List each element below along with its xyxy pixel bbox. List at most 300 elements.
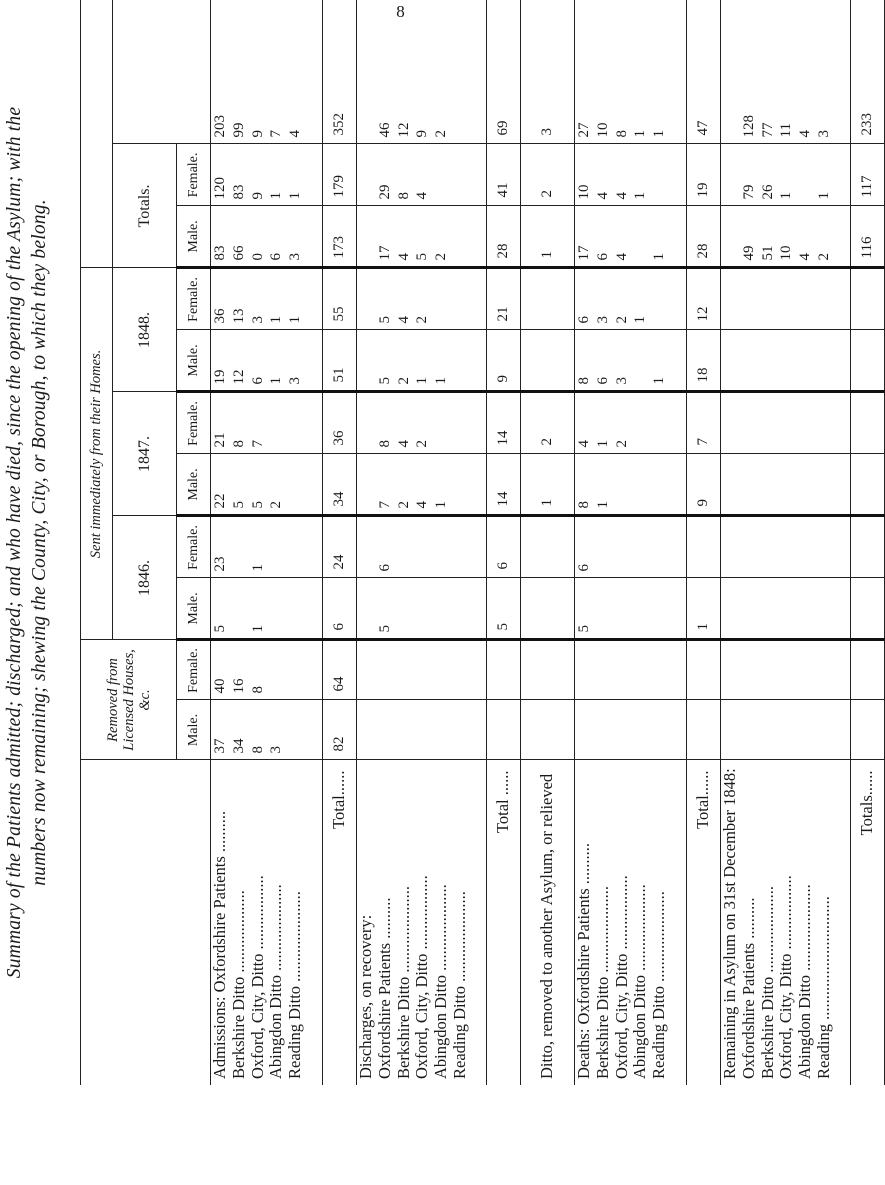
cell-value: 1	[594, 439, 611, 448]
cell-value	[267, 517, 286, 571]
cell-value: 13	[230, 308, 247, 324]
cell-value: 4	[414, 191, 431, 200]
cell-value: 36	[331, 430, 348, 446]
cell-value: 2	[414, 315, 431, 324]
cell-value	[631, 578, 650, 632]
cell-value: 2	[395, 376, 412, 385]
section-row-deaths-total	[687, 0, 721, 1085]
cell-value	[451, 330, 470, 384]
cell-f1847	[487, 392, 521, 454]
cell-value: 1	[249, 563, 266, 572]
row-label: Berkshire Ditto ....................	[228, 890, 248, 1079]
cell-value: 7	[695, 437, 712, 446]
row-label: Total......	[693, 770, 713, 829]
cell-value	[376, 701, 395, 754]
cell-value	[740, 330, 759, 384]
totals-blank-top	[81, 0, 113, 268]
row-label: Reading Ditto ......................	[285, 891, 305, 1079]
cell-value	[594, 641, 613, 693]
cell-value	[538, 701, 557, 752]
cell-value: 1	[594, 500, 611, 509]
row-label: Ditto, removed to another Asylum, or relieved	[537, 773, 557, 1079]
cell-value: 4	[395, 315, 412, 324]
cell-value: 10	[576, 184, 592, 200]
tot-female-header: Female.	[177, 144, 211, 206]
cell-value	[721, 517, 740, 571]
table-caption	[2, 0, 52, 1085]
cell-tot-female	[721, 144, 851, 206]
f1846-header: Female.	[177, 516, 211, 578]
cell-value: 9	[249, 191, 266, 200]
cell-value	[357, 578, 376, 632]
cell-value	[395, 641, 414, 693]
cell-value	[631, 393, 650, 447]
cell-value	[538, 330, 557, 382]
section-row-remaining-total	[851, 0, 885, 1085]
cell-total	[211, 0, 323, 144]
cell-value	[759, 578, 778, 632]
cell-value	[494, 641, 513, 691]
cell-value	[376, 641, 395, 693]
cell-f1848	[687, 268, 721, 330]
cell-value	[395, 517, 414, 571]
cell-value	[357, 454, 376, 508]
row-label: Oxford, City, Ditto ..................	[611, 875, 631, 1079]
row-label-cell	[211, 760, 323, 1085]
row-label-cell	[575, 760, 687, 1085]
cell-value	[796, 517, 815, 571]
cell-value: 64	[331, 676, 348, 692]
cell-value: 1	[695, 622, 712, 631]
cell-rem-female	[357, 640, 487, 700]
cell-value	[694, 701, 713, 752]
cell-value	[777, 578, 796, 632]
cell-value: 5	[230, 500, 247, 509]
cell-tot-female	[487, 144, 521, 206]
cell-value: 1	[287, 315, 304, 324]
cell-tot-male	[851, 206, 885, 268]
cell-value: 16	[230, 678, 247, 694]
cell-value: 55	[331, 306, 348, 322]
cell-value: 2	[539, 437, 556, 446]
cell-f1848	[357, 268, 487, 330]
cell-value	[432, 144, 451, 199]
cell-value: 7	[249, 439, 266, 448]
cell-value	[594, 701, 613, 754]
cell-value: 9	[414, 129, 431, 138]
cell-value: 1	[268, 376, 285, 385]
cell-rem-male	[357, 700, 487, 760]
cell-value: 7	[376, 500, 393, 509]
cell-value	[432, 578, 451, 632]
cell-f1846	[851, 516, 885, 578]
cell-m1846	[487, 578, 521, 640]
cell-m1847	[211, 454, 323, 516]
cell-value	[777, 269, 796, 323]
cell-m1847	[521, 454, 575, 516]
cell-rem-male	[487, 700, 521, 760]
cell-value: 3	[287, 252, 304, 261]
cell-value	[395, 578, 414, 632]
cell-value: 1	[268, 191, 285, 200]
cell-value: 21	[212, 432, 228, 448]
cell-f1848	[575, 268, 687, 330]
cell-value: 1	[815, 191, 832, 200]
cell-value: 46	[376, 122, 393, 138]
cell-value: 51	[331, 367, 348, 383]
cell-rem-male	[575, 700, 687, 760]
cell-value	[451, 701, 470, 754]
cell-value	[721, 641, 740, 693]
cell-value	[432, 393, 451, 447]
cell-value: 3	[268, 746, 285, 754]
cell-value: 83	[212, 245, 228, 261]
cell-value: 116	[859, 236, 876, 259]
cell-value	[759, 269, 778, 323]
cell-value: 2	[433, 129, 450, 138]
cell-value	[650, 641, 669, 693]
cell-value	[267, 641, 286, 693]
cell-value	[286, 578, 305, 632]
cell-value	[650, 269, 669, 323]
cell-value	[631, 206, 650, 260]
cell-value	[432, 641, 451, 693]
cell-rem-male	[721, 700, 851, 760]
cell-value	[694, 641, 713, 691]
cell-rem-male	[687, 700, 721, 760]
cell-value	[230, 517, 249, 571]
cell-value	[357, 393, 376, 447]
cell-value	[395, 701, 414, 754]
cell-value: 1	[414, 376, 431, 385]
cell-value: 10	[594, 122, 611, 138]
cell-value: 51	[759, 245, 776, 261]
cell-value: 36	[212, 308, 228, 324]
cell-value: 1	[539, 498, 556, 507]
cell-value: 352	[331, 112, 348, 136]
cell-value: 8	[576, 376, 592, 385]
cell-value: 2	[613, 439, 630, 448]
cell-value	[740, 701, 759, 754]
row-label: Total ......	[493, 770, 513, 834]
cell-m1846	[521, 578, 575, 640]
cell-value	[286, 641, 305, 693]
cell-f1848	[487, 268, 521, 330]
row-label-cell	[521, 760, 575, 1085]
cell-m1846	[357, 578, 487, 640]
cell-value: 117	[859, 175, 876, 198]
cell-value	[721, 330, 740, 384]
cell-value	[413, 701, 432, 754]
table-body	[211, 0, 885, 1085]
cell-value	[451, 578, 470, 632]
cell-tot-female	[687, 144, 721, 206]
cell-value: 29	[376, 184, 393, 200]
cell-value: 3	[815, 129, 832, 138]
m1847-header: Male.	[177, 454, 211, 516]
row-label: Oxford, City, Ditto ..................	[776, 875, 796, 1079]
cell-value: 0	[249, 252, 266, 261]
cell-total	[721, 0, 851, 144]
cell-value	[796, 269, 815, 323]
cell-value: 3	[249, 315, 266, 324]
cell-value: 26	[759, 184, 776, 200]
cell-value	[740, 393, 759, 447]
cell-tot-male	[575, 206, 687, 268]
cell-m1848	[521, 330, 575, 392]
cell-value: 4	[395, 439, 412, 448]
cell-f1846	[521, 516, 575, 578]
m1846-header: Male.	[177, 578, 211, 640]
cell-value	[858, 269, 877, 321]
cell-f1848	[521, 268, 575, 330]
cell-value	[740, 578, 759, 632]
cell-value	[777, 517, 796, 571]
cell-value	[451, 0, 470, 137]
cell-m1846	[575, 578, 687, 640]
cell-value: 82	[331, 736, 348, 752]
cell-value	[721, 144, 740, 199]
cell-rem-female	[687, 640, 721, 700]
cell-value: 2	[433, 252, 450, 261]
row-label-cell	[487, 760, 521, 1085]
cell-rem-male	[323, 700, 357, 760]
cell-m1848	[323, 330, 357, 392]
rem-female-header: Female.	[177, 640, 211, 700]
cell-tot-female	[323, 144, 357, 206]
cell-value: 47	[695, 120, 712, 136]
cell-tot-female	[851, 144, 885, 206]
cell-total	[851, 0, 885, 144]
cell-f1847	[687, 392, 721, 454]
cell-f1846	[323, 516, 357, 578]
cell-value	[815, 517, 834, 571]
section-row-discharges-total	[487, 0, 521, 1085]
cell-value	[796, 701, 815, 754]
cell-value: 40	[212, 678, 228, 694]
cell-m1848	[575, 330, 687, 392]
cell-value: 21	[495, 306, 512, 322]
cell-value	[740, 269, 759, 323]
year-1846-header: 1846.	[113, 516, 177, 640]
cell-tot-female	[357, 144, 487, 206]
cell-m1847	[721, 454, 851, 516]
cell-value: 10	[778, 245, 795, 261]
cell-value	[286, 393, 305, 447]
cell-value: 2	[815, 252, 832, 261]
f1847-header: Female.	[177, 392, 211, 454]
cell-f1846	[487, 516, 521, 578]
cell-value	[815, 641, 834, 693]
row-label: Reading ..............................	[813, 896, 833, 1079]
cell-value: 23	[212, 556, 228, 572]
cell-value	[575, 701, 594, 754]
cell-value: 1	[632, 129, 649, 138]
cell-value: 6	[249, 376, 266, 385]
cell-value: 9	[695, 498, 712, 507]
cell-value	[286, 454, 305, 508]
cell-value: 5	[376, 624, 393, 633]
cell-value	[357, 701, 376, 754]
cell-tot-male	[357, 206, 487, 268]
cell-value: 4	[594, 191, 611, 200]
cell-value	[538, 641, 557, 691]
row-label: Oxford, City, Ditto ..................	[412, 875, 432, 1079]
cell-value	[357, 144, 376, 199]
cell-value	[631, 454, 650, 508]
cell-rem-male	[851, 700, 885, 760]
cell-value	[721, 0, 740, 137]
cell-value: 14	[495, 491, 512, 507]
cell-value	[413, 517, 432, 571]
cell-value: 14	[495, 430, 512, 446]
cell-m1846	[851, 578, 885, 640]
cell-value	[759, 393, 778, 447]
cell-value	[650, 454, 669, 508]
cell-tot-male	[211, 206, 323, 268]
label-header-cell	[81, 760, 211, 1085]
cell-value	[815, 454, 834, 508]
cell-value	[815, 578, 834, 632]
cell-f1847	[575, 392, 687, 454]
cell-value: 1	[249, 624, 266, 633]
cell-f1846	[575, 516, 687, 578]
cell-value: 4	[414, 500, 431, 509]
rem-male-header: Male.	[177, 700, 211, 760]
f1848-header: Female.	[177, 268, 211, 330]
totals-header: Totals.	[113, 144, 177, 268]
cell-m1846	[323, 578, 357, 640]
cell-value	[357, 206, 376, 260]
cell-value	[721, 454, 740, 508]
cell-value	[613, 578, 632, 632]
cell-value	[494, 701, 513, 752]
cell-value: 22	[212, 493, 228, 509]
cell-value	[631, 330, 650, 384]
cell-value: 6	[576, 563, 592, 572]
cell-value: 19	[212, 369, 228, 385]
cell-value: 120	[212, 176, 228, 200]
cell-value	[858, 641, 877, 691]
cell-rem-female	[721, 640, 851, 700]
row-label: Abingdon Ditto .....................	[431, 884, 451, 1079]
cell-value	[796, 393, 815, 447]
cell-value: 8	[376, 439, 393, 448]
cell-value	[759, 701, 778, 754]
cell-value	[613, 641, 632, 693]
cell-value: 41	[495, 182, 512, 198]
cell-f1846	[687, 516, 721, 578]
sent-header: Sent immediately from their Homes.	[81, 268, 113, 640]
cell-value: 5	[249, 500, 266, 509]
cell-total	[487, 0, 521, 144]
cell-value	[451, 393, 470, 447]
cell-value	[777, 641, 796, 693]
cell-total	[687, 0, 721, 144]
caption-line-2: numbers now remaining; shewing the County, City, or Borough, to which they belong.	[29, 199, 50, 886]
cell-value	[777, 454, 796, 508]
cell-value	[451, 641, 470, 693]
cell-value	[796, 144, 815, 199]
cell-f1846	[721, 516, 851, 578]
cell-f1847	[521, 392, 575, 454]
cell-value: 3	[287, 376, 304, 385]
row-label: Totals......	[857, 770, 877, 836]
row-label-cell	[687, 760, 721, 1085]
cell-value	[858, 517, 877, 569]
cell-value	[650, 517, 669, 571]
removed-header: Removed from Licensed Houses, &c.	[81, 640, 177, 760]
cell-value: 66	[230, 245, 247, 261]
cell-rem-female	[323, 640, 357, 700]
caption-line-1: Summary of the Patients admitted; discharged; and who have died, since the opening of the Asylum; with the	[4, 106, 25, 979]
cell-value	[759, 517, 778, 571]
row-label: Abingdon Ditto .....................	[266, 884, 286, 1079]
cell-value: 4	[613, 252, 630, 261]
cell-value	[357, 517, 376, 571]
section-row-removed	[521, 0, 575, 1085]
cell-value	[721, 701, 740, 754]
cell-f1848	[211, 268, 323, 330]
cell-value	[451, 144, 470, 199]
section-row-discharges	[357, 0, 487, 1085]
cell-value	[613, 517, 632, 571]
cell-value	[858, 330, 877, 382]
cell-m1847	[487, 454, 521, 516]
cell-value: 4	[395, 252, 412, 261]
cell-value: 79	[740, 184, 757, 200]
cell-value: 128	[740, 114, 757, 138]
cell-value: 3	[613, 376, 630, 385]
cell-value	[759, 330, 778, 384]
cell-value: 6	[268, 252, 285, 261]
cell-m1848	[357, 330, 487, 392]
cell-value	[721, 393, 740, 447]
cell-f1847	[323, 392, 357, 454]
cell-value	[815, 269, 834, 323]
cell-f1846	[357, 516, 487, 578]
cell-value: 6	[576, 315, 592, 324]
cell-value	[796, 454, 815, 508]
cell-m1848	[851, 330, 885, 392]
section-row-admissions	[211, 0, 323, 1085]
cell-value	[631, 701, 650, 754]
row-label: Oxfordshire Patients ..........	[738, 897, 758, 1079]
cell-value: 1	[632, 191, 649, 200]
cell-value: 2	[613, 315, 630, 324]
cell-m1848	[487, 330, 521, 392]
cell-value	[650, 393, 669, 447]
cell-value	[740, 517, 759, 571]
row-label: Reading Ditto ......................	[649, 891, 669, 1079]
cell-f1848	[851, 268, 885, 330]
cell-m1848	[211, 330, 323, 392]
cell-value: 5	[495, 622, 512, 631]
cell-value	[740, 454, 759, 508]
cell-m1846	[211, 578, 323, 640]
row-label: Abingdon Ditto .....................	[795, 884, 815, 1079]
summary-table	[80, 0, 885, 1085]
cell-value: 5	[212, 624, 228, 633]
row-label: Berkshire Ditto .....................	[592, 886, 612, 1079]
cell-value: 9	[249, 129, 266, 138]
cell-value	[858, 578, 877, 630]
cell-value: 233	[859, 112, 876, 136]
cell-value	[594, 578, 613, 632]
cell-value: 2	[268, 500, 285, 509]
cell-value	[451, 269, 470, 323]
cell-tot-male	[487, 206, 521, 268]
